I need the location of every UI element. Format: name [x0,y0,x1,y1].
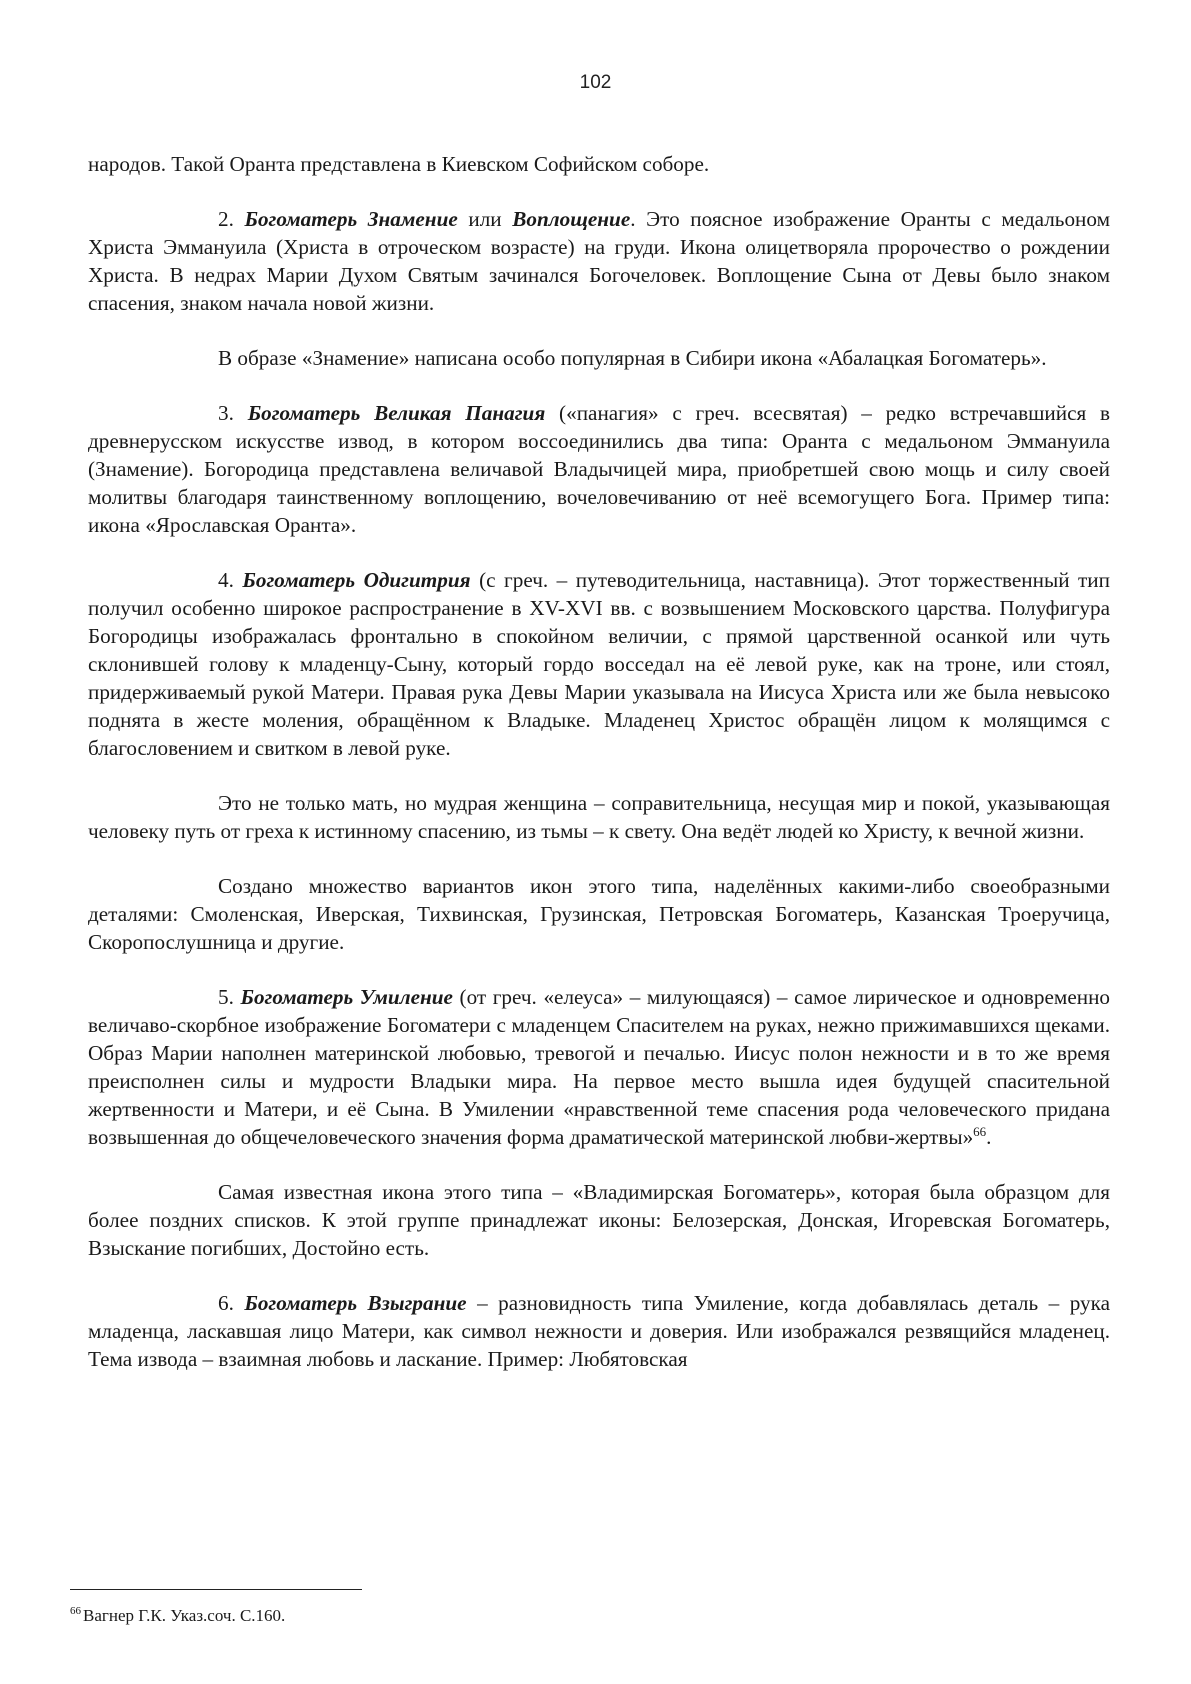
paragraph-text: народов. Такой Оранта представлена в Киевском Софийском соборе. [88,152,710,176]
paragraph-text: («панагия» с греч. всесвятая) – редко встречавшийся в древнерусском искусстве извод, в котором воссоединились два типа: Оранта с медальоном Эммануила (Знамение). Богородица представлена величавой Владычицей мира, приобретшей свою мощь и силу своей молитвы благодаря таинственному воплощению, вочеловечиванию от неё всемогущего Бога. Пример типа: икона «Ярославская Оранта». [88,401,1111,537]
footnote-number: 66 [70,1605,81,1618]
list-number: 5. [218,985,234,1009]
paragraph-text: (от греч. «елеуса» – милующаяся) – самое лирическое и одновременно величаво-скорбное изображение Богоматери с младенцем Спасителем на руках, нежно прижимавшихся щеками. Образ Марии наполнен материнской любовью, тревогой и печалью. Иисус полон нежности и в то же время преисполнен силы и мудрости Владыки мира. На первое место вышла идея будущей спасительной жертвенности и Матери, и её Сына. В Умилении «нравственной теме спасения рода человеческого придана возвышенная до общечеловеческого значения форма драматической материнской любви-жертвы» [88,985,1111,1149]
footnote-divider [70,1589,362,1590]
page-number: 102 [579,72,612,93]
paragraph-znamenie [88,205,1110,317]
term-znamenie: Богоматерь Знамение [244,207,458,231]
footnote-reference[interactable]: 66 [973,1123,987,1139]
paragraph-text: – разновидность типа Умиление, когда добавлялась деталь – рука младенца, ласкавшая лицо Матери, как символ нежности и доверия. Или изображался резвящийся младенец. Тема извода – взаимная любовь и ласкание. Пример: Любятовская [88,1291,1110,1371]
term-vzygranie: Богоматерь Взыграние [244,1291,467,1315]
paragraph-text: Это не только мать, но мудрая женщина – соправительница, несущая мир и покой, указывающая человеку путь от греха к истинному спасению, из тьмы – к свету. Она ведёт людей ко Христу, к вечной жизни. [88,791,1110,843]
list-number: 4. [218,568,234,592]
paragraph-text: . Это поясное изображение Оранты с медальоном Христа Эммануила (Христа в отроческом возрасте) на груди. Икона олицетворяла пророчество о рождении Христа. В недрах Марии Духом Святым зачинался Богочеловек. Воплощение Сына от Девы было знаком спасения, знаком начала новой жизни. [88,207,1110,315]
paragraph-vzygranie [88,1289,1110,1373]
paragraph-variants [88,872,1110,956]
paragraph-text: В образе «Знамение» написана особо популярная в Сибири икона «Абалацкая Богоматерь». [218,346,1047,370]
term-odigitria: Богоматерь Одигитрия [242,568,471,592]
term-umilenie: Богоматерь Умиление [240,985,453,1009]
connector-text: или [468,207,502,231]
paragraph-vladimirskaya [88,1178,1110,1262]
paragraph-text: Создано множество вариантов икон этого типа, наделённых какими-либо своеобразными деталями: Смоленская, Иверская, Тихвинская, Грузинская, Петровская Богоматерь, Казанская Троеручица, Скоропослушница и другие. [88,874,1110,954]
term-voploshchenie: Воплощение [512,207,631,231]
paragraph-odigitria [88,566,1110,762]
term-panagia: Богоматерь Великая Панагия [247,401,546,425]
footnote [70,1605,285,1627]
list-number: 6. [218,1291,234,1315]
list-number: 3. [218,401,234,425]
paragraph-text: (с греч. – путеводительница, наставница). Этот торжественный тип получил особенно широкое распространение в XV-XVI вв. с возвышением Московского царства. Полуфигура Богородицы изображалась фронтально в спокойном величии, с прямой царственной осанкой или чуть склонившей голову к младенцу-Сыну, который гордо восседал на её левой руке, как на троне, или стоял, придерживаемый рукой Матери. Правая рука Девы Марии указывала на Иисуса Христа или же была невысоко поднята в жесте моления, обращённом к Владыке. Младенец Христос обращён лицом к молящимся с благословением и свитком в левой руке. [88,568,1110,760]
paragraph-mother-wisdom [88,789,1110,845]
paragraph-abalatskaya [88,344,1110,372]
paragraph-0 [88,150,1110,178]
paragraph-text: Самая известная икона этого типа – «Владимирская Богоматерь», которая была образцом для более поздних списков. К этой группе принадлежат иконы: Белозерская, Донская, Игоревская Богоматерь, Взыскание погибших, Достойно есть. [88,1180,1110,1260]
paragraph-umilenie [88,983,1110,1151]
paragraph-panagia [88,399,1110,539]
page-body [88,150,1110,1373]
paragraph-end: . [986,1125,992,1149]
list-number: 2. [218,207,234,231]
footnote-text: Вагнер Г.К. Указ.соч. С.160. [83,1606,286,1625]
